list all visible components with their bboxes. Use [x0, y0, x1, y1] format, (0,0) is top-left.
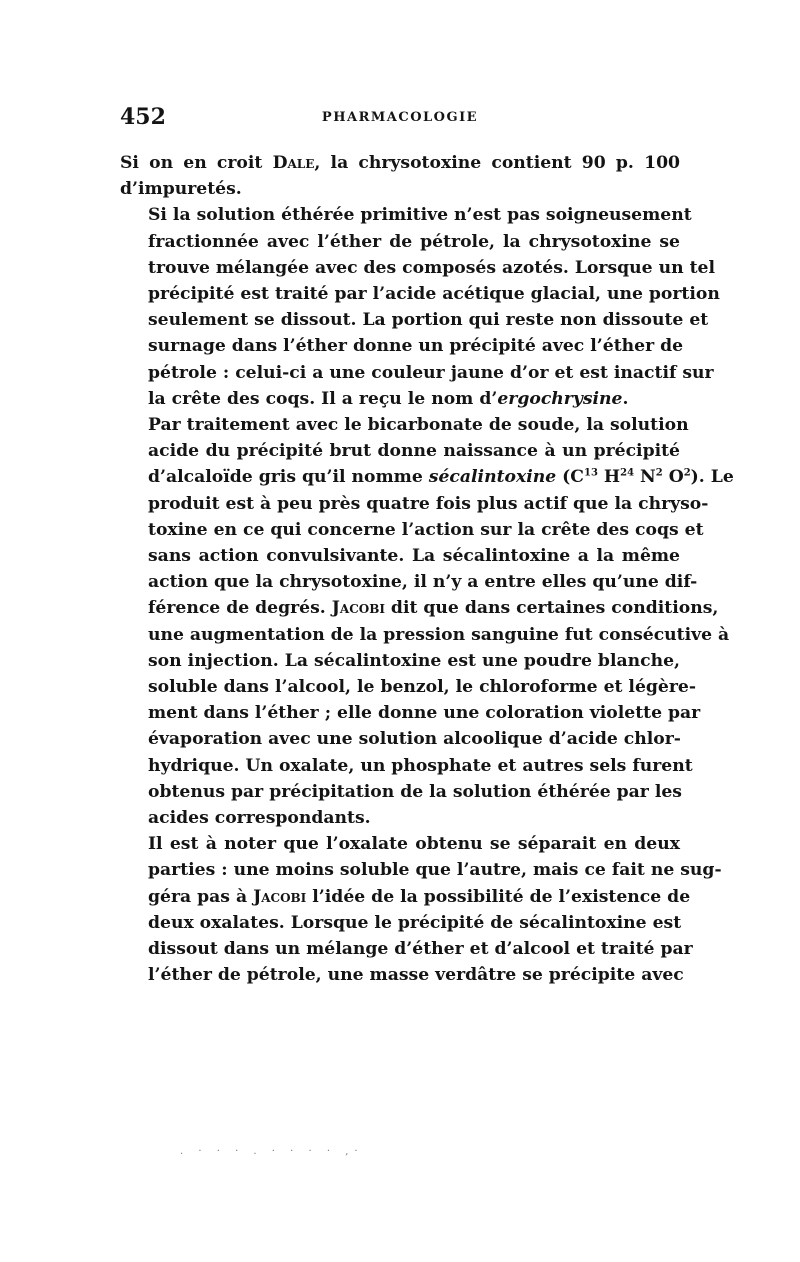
paragraph [120, 202, 720, 412]
text-line [120, 438, 680, 464]
text-line [120, 910, 680, 936]
text-line [120, 307, 709, 333]
running-title: PHARMACOLOGIE [321, 110, 479, 125]
text-line [120, 831, 680, 857]
author-name: Dale [272, 153, 315, 173]
text-segment: dissout dans un mélange d’éther et d’alcool et traité par [148, 939, 693, 960]
text-segment: l’idée de la possibilité de l’existence de [306, 886, 691, 907]
text-line [120, 753, 693, 779]
paragraph [120, 150, 680, 202]
text-line [120, 491, 709, 517]
text-segment: O [662, 467, 684, 488]
text-line [120, 464, 734, 490]
text-segment: deux oxalates. Lorsque le précipité de sécalintoxine est [148, 912, 682, 933]
text-segment: soluble dans l’alcool, le benzol, le chloroforme et légère- [148, 677, 696, 698]
text-line [120, 517, 704, 543]
text-segment: acide du précipité brut donne naissance à un précipité [148, 441, 680, 462]
text-line [120, 674, 696, 700]
text-line [120, 333, 684, 359]
text-segment: N [634, 467, 656, 488]
paragraph [120, 831, 722, 988]
formula-subscript: 2 [683, 467, 691, 479]
text-segment: une augmentation de la pression sanguine fut consécutive à [148, 624, 730, 645]
text-line [120, 360, 714, 386]
text-segment: obtenus par précipitation de la solution éthérée par les [148, 781, 682, 802]
text-line [120, 176, 680, 202]
formula-subscript: 24 [620, 467, 635, 479]
text-segment: Il est à noter que l’oxalate obtenu se séparait en deux [148, 834, 680, 855]
text-segment: la crête des coqs. Il a reçu le nom d’ [148, 388, 498, 409]
text-segment: l’éther de pétrole, une masse verdâtre se précipite avec [148, 965, 684, 986]
text-line [120, 622, 730, 648]
text-segment: géra pas à [148, 886, 254, 907]
text-segment: seulement se dissout. La portion qui reste non dissoute et [148, 310, 709, 331]
text-segment: évaporation avec une solution alcoolique d’acide chlor- [148, 729, 681, 750]
text-line [120, 595, 719, 621]
formula-subscript: 13 [583, 467, 598, 479]
text-segment: action que la chrysotoxine, il n’y a entre elles qu’une dif- [148, 572, 698, 593]
text-line [120, 412, 689, 438]
text-line [120, 884, 691, 910]
text-line [120, 936, 693, 962]
text-line [120, 202, 692, 228]
text-segment: précipité est traité par l’acide acétique glacial, une portion [148, 284, 720, 305]
text-segment: , la chrysotoxine contient 90 p. 100 [314, 153, 680, 173]
text-segment: Si la solution éthérée primitive n’est pas soigneusement [148, 205, 692, 226]
text-line [120, 543, 680, 569]
text-segment: H [597, 467, 621, 488]
text-segment: surnage dans l’éther donne un précipité avec l’éther de [148, 336, 684, 357]
text-line [120, 281, 720, 307]
author-name: Jacobi [253, 886, 307, 907]
text-segment: fractionnée avec l’éther de pétrole, la chrysotoxine se [148, 231, 680, 252]
text-segment: parties : une moins soluble que l’autre, mais ce fait ne sug- [148, 860, 722, 881]
text-segment: Par traitement avec le bicarbonate de soude, la solution [148, 415, 689, 436]
text-line [120, 779, 680, 805]
text-line [120, 962, 684, 988]
text-line [120, 857, 722, 883]
text-segment: (C [556, 467, 584, 488]
text-line [120, 569, 698, 595]
text-line [120, 386, 680, 412]
paragraph [120, 412, 734, 831]
body-text [120, 150, 734, 989]
text-line [120, 648, 680, 674]
text-segment: hydrique. Un oxalate, un phosphate et autres sels furent [148, 755, 693, 776]
text-segment: pétrole : celui-ci a une couleur jaune d’or et est inactif sur [148, 362, 714, 383]
text-segment: son injection. La sécalintoxine est une poudre blanche, [148, 650, 680, 671]
italic-term: ergochrysine [497, 388, 623, 409]
formula-subscript: 2 [655, 467, 663, 479]
text-segment: d’impuretés. [120, 179, 242, 200]
text-line [120, 150, 680, 176]
text-line [120, 805, 680, 831]
text-segment: ). Le [690, 467, 734, 488]
text-segment: d’alcaloïde gris qu’il nomme [148, 467, 429, 488]
scan-specks: . · · · . · · · · ,· [180, 1146, 364, 1157]
text-segment: sans action convulsivante. La sécalintoxine a la même [148, 546, 680, 567]
page-number: 452 [120, 104, 166, 130]
text-segment: toxine en ce qui concerne l’action sur la crête des coqs et [148, 519, 704, 540]
text-segment: produit est à peu près quatre fois plus actif que la chryso- [148, 493, 709, 514]
text-segment: trouve mélangée avec des composés azotés. Lorsque un tel [148, 257, 715, 278]
text-segment: . [622, 388, 629, 409]
text-segment: dit que dans certaines conditions, [384, 598, 719, 619]
text-segment: Si on en croit [120, 153, 273, 173]
text-segment: férence de degrés. [148, 598, 332, 619]
text-line [120, 255, 715, 281]
text-line [120, 700, 701, 726]
text-line [120, 229, 680, 255]
text-line [120, 726, 680, 752]
author-name: Jacobi [331, 598, 385, 619]
text-segment: ment dans l’éther ; elle donne une coloration violette par [148, 703, 701, 724]
text-segment: acides correspondants. [148, 808, 371, 829]
page-header [120, 104, 680, 134]
italic-term: sécalintoxine [428, 467, 557, 488]
